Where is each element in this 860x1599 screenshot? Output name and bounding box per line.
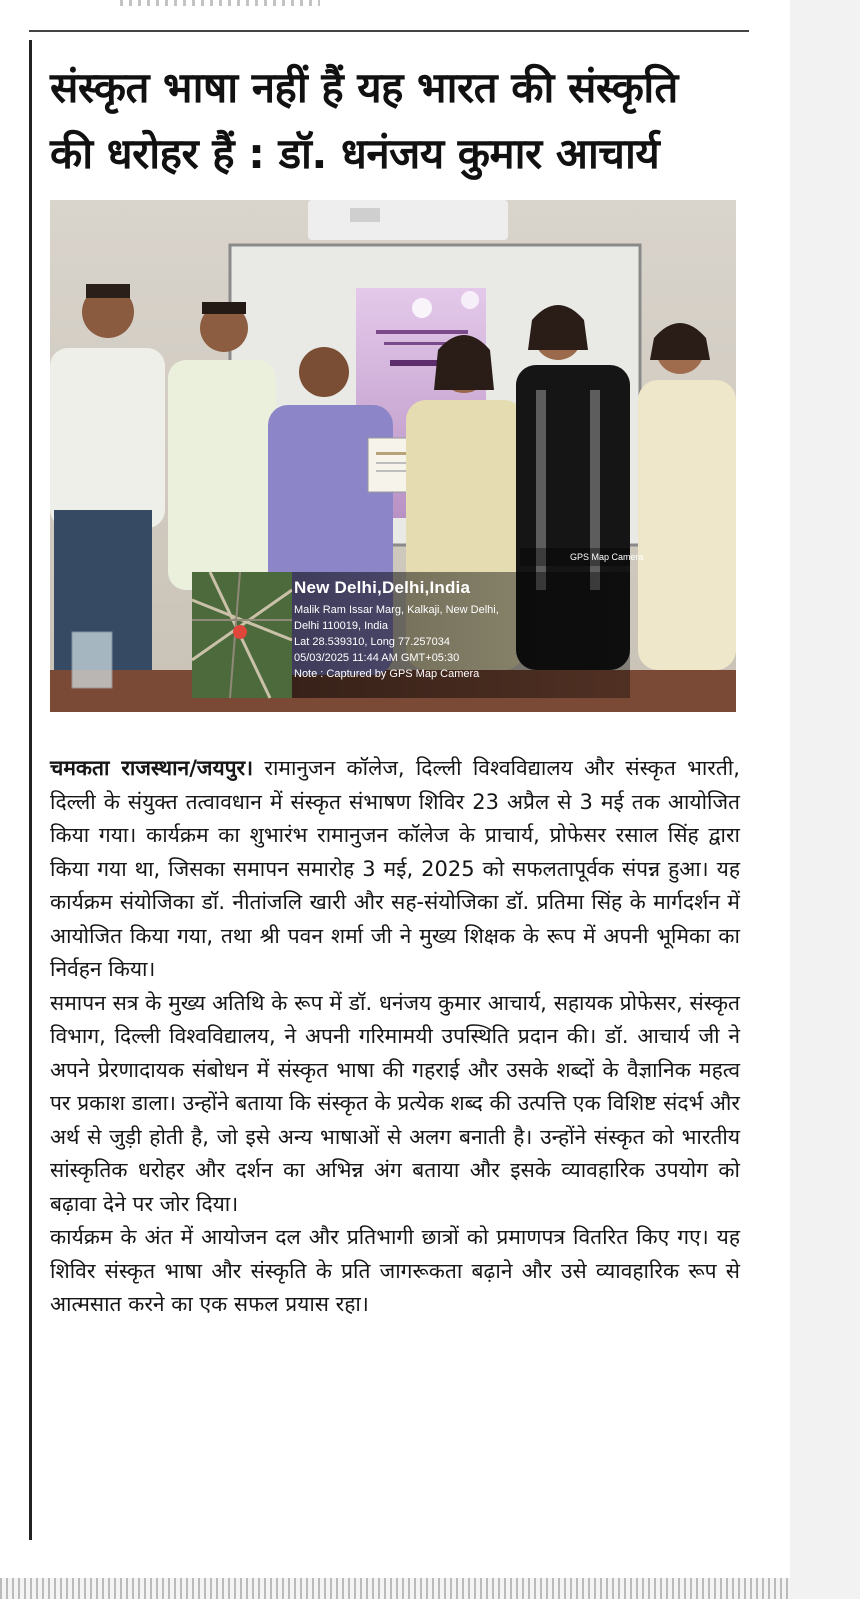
gps-datetime: 05/03/2025 11:44 AM GMT+05:30	[294, 652, 460, 664]
frame-left-rule	[29, 40, 32, 1540]
article-paragraph-2: समापन सत्र के मुख्य अतिथि के रूप में डॉ. धनंजय कुमार आचार्य, सहायक प्रोफेसर, संस्कृत विभाग, दिल्ली विश्वविद्यालय, ने अपनी गरिमामयी उपस्थिति प्रदान की। डॉ. आचार्य जी ने अपने प्रेरणादायक संबोधन में संस्कृत भाषा की गहराई और उसके शब्दों के वैज्ञानिक महत्व पर प्रकाश डाला। उन्होंने बताया कि संस्कृत के प्रत्येक शब्द की उत्पत्ति एक विशिष्ट संदर्भ और अर्थ से जुड़ी होती है, जो इसे अन्य भाषाओं से अलग बनाती है। उन्होंने संस्कृत को भारतीय सांस्कृतिक धरोहर और दर्शन का अभिन्न अंग बताया और इसके व्यावहारिक उपयोग को बढ़ावा देने पर जोर दिया।	[50, 990, 740, 1216]
news-photo	[50, 200, 736, 712]
frame-top-rule	[29, 30, 749, 32]
headline-line-1: संस्कृत भाषा नहीं हैं यह भारत की संस्कृति	[50, 63, 678, 112]
gps-address-line-2: Delhi 110019, India	[294, 620, 388, 632]
headline	[50, 55, 750, 187]
dateline: चमकता राजस्थान/जयपुर।	[50, 756, 254, 780]
gps-note: Note : Captured by GPS Map Camera	[294, 668, 480, 680]
headline-line-2: की धरोहर हैं : डॉ. धनंजय कुमार आचार्य	[50, 129, 660, 178]
clipping-edge	[120, 0, 320, 6]
page-margin	[790, 0, 860, 1599]
article-paragraph-3: कार्यक्रम के अंत में आयोजन दल और प्रतिभागी छात्रों को प्रमाणपत्र वितरित किए गए। यह शिविर संस्कृत भाषा और संस्कृति के प्रति जागरूकता बढ़ाने और उसे व्यावहारिक रूप से आत्मसात करने का एक सफल प्रयास रहा।	[50, 1225, 740, 1316]
clipping-bottom-edge	[0, 1578, 790, 1599]
article-body	[50, 752, 740, 1322]
paragraph-1-text: रामानुजन कॉलेज, दिल्ली विश्वविद्यालय और संस्कृत भारती, दिल्ली के संयुक्त तत्वावधान में संस्कृत संभाषण शिविर 23 अप्रैल से 3 मई तक आयोजित किया गया। कार्यक्रम का शुभारंभ रामानुजन कॉलेज के प्राचार्य, प्रोफेसर रसाल सिंह द्वारा किया गया था, जिसका समापन समारोह 3 मई, 2025 को सफलतापूर्वक संपन्न हुआ। यह कार्यक्रम संयोजिका डॉ. नीतांजलि खारी और सह-संयोजिका डॉ. प्रतिमा सिंह के मार्गदर्शन में आयोजित किया गया, तथा श्री पवन शर्मा जी ने मुख्य शिक्षक के रूप में अपनी भूमिका का निर्वहन किया।	[50, 756, 740, 981]
gps-camera-brand: GPS Map Camera	[570, 552, 644, 562]
gps-info-card	[294, 578, 629, 698]
gps-city: New Delhi,Delhi,India	[294, 578, 471, 597]
article-paragraph-1	[50, 752, 740, 987]
gps-address-line-1: Malik Ram Issar Marg, Kalkaji, New Delhi,	[294, 604, 499, 616]
gps-coordinates: Lat 28.539310, Long 77.257034	[294, 636, 450, 648]
